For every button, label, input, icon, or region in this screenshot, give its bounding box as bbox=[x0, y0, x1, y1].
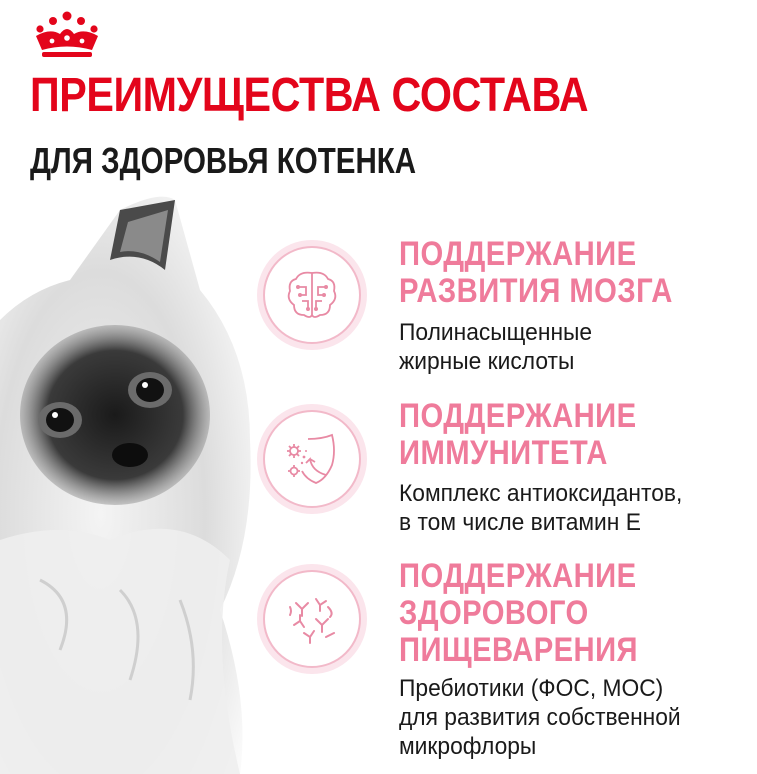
crown-icon bbox=[30, 10, 104, 58]
benefit-icon-circle bbox=[263, 410, 361, 508]
benefit-brain bbox=[255, 235, 757, 375]
benefit-description: Комплекс антиоксидантов, в том числе витамин Е bbox=[399, 480, 683, 536]
benefit-heading: ПОДДЕРЖАНИЕ ИММУНИТЕТА bbox=[399, 397, 637, 472]
brain-icon bbox=[282, 265, 342, 325]
benefit-heading: ПОДДЕРЖАНИЕ ЗДОРОВОГО ПИЩЕВАРЕНИЯ bbox=[399, 557, 638, 669]
page-title: ПРЕИМУЩЕСТВА СОСТАВА bbox=[30, 69, 589, 122]
benefit-icon-circle bbox=[263, 246, 361, 344]
benefit-description: Полинасыщенные жирные кислоты bbox=[399, 319, 593, 375]
benefit-digestion bbox=[255, 558, 757, 768]
immune-shield-icon bbox=[282, 429, 342, 489]
benefit-description: Пребиотики (ФОС, МОС) для развития собственной микрофлоры bbox=[399, 675, 681, 760]
benefit-icon-circle bbox=[263, 570, 361, 668]
page-subtitle: ДЛЯ ЗДОРОВЬЯ КОТЕНКА bbox=[30, 140, 417, 181]
kitten-image bbox=[0, 180, 260, 774]
benefit-immunity bbox=[255, 398, 757, 538]
digestion-prebiotics-icon bbox=[282, 589, 342, 649]
benefit-heading: ПОДДЕРЖАНИЕ РАЗВИТИЯ МОЗГА bbox=[399, 235, 673, 310]
